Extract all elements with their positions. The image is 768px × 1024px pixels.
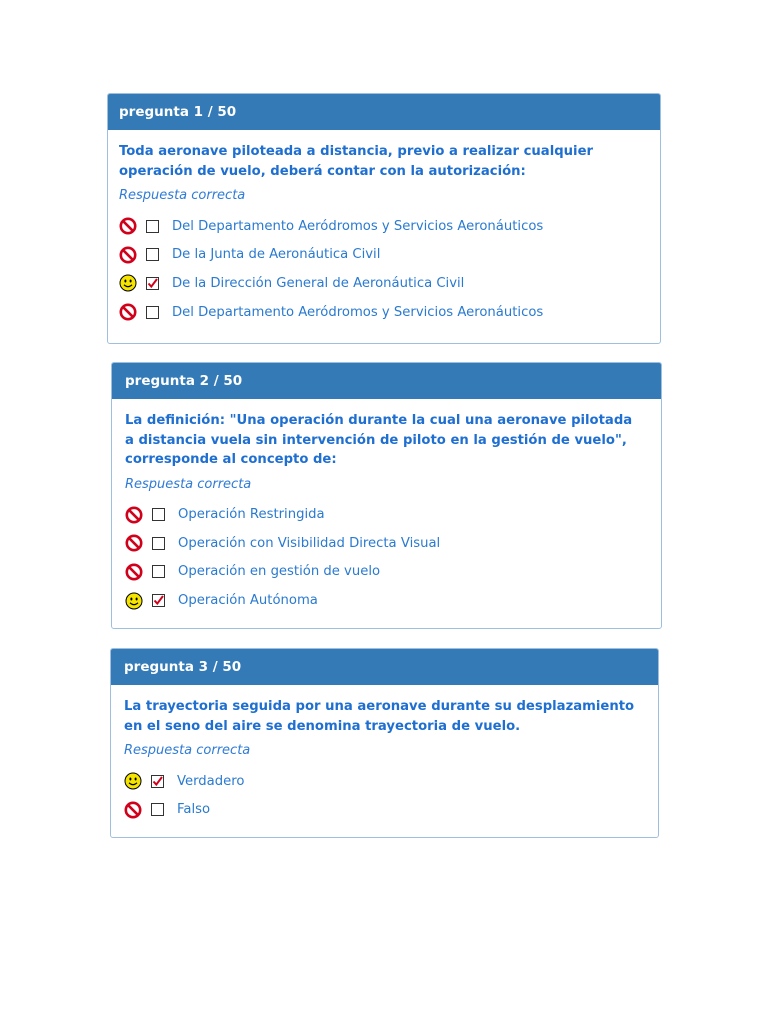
checkbox-checked [146,277,159,290]
correct-answer-label: Respuesta correcta [119,188,246,203]
question-body [112,399,661,625]
correct-answer-label: Respuesta correcta [124,743,251,758]
correct-answer-label: Respuesta correcta [125,476,252,492]
wrong-icon [119,217,137,235]
checkbox-unchecked [152,508,165,521]
option-text: Operación Autónoma [178,593,318,609]
smiley-icon [125,592,143,610]
option-text: Operación en gestión de vuelo [178,564,381,580]
option-text: Del Departamento Aeródromos y Servicios Aeronáuticos [172,218,544,234]
wrong-icon [119,246,137,264]
option-text: De la Dirección General de Aeronáutica Civil [172,275,465,291]
answer-option [125,558,650,587]
wrong-icon [125,563,143,581]
answer-option [124,796,647,825]
checkbox-checked [151,775,164,788]
checkbox-unchecked [146,306,159,319]
checkbox-unchecked [151,803,164,816]
question-card-2 [111,362,662,629]
question-card-1 [107,93,661,344]
answer-option [119,241,649,270]
question-header: pregunta 2 / 50 [112,363,661,399]
smiley-icon [124,772,142,790]
option-text: Operación Restringida [178,507,325,523]
question-card-3 [110,648,659,838]
answer-option [125,529,650,558]
smiley-icon [119,274,137,292]
option-text: Falso [177,802,211,818]
wrong-icon [125,534,143,552]
option-text: Operación con Visibilidad Directa Visual [178,535,441,551]
option-text: Del Departamento Aeródromos y Servicios Aeronáuticos [172,304,544,320]
question-text: La trayectoria seguida por una aeronave durante su desplazamiento en el seno del aire se denomina trayectoria de vuelo. [124,699,635,734]
wrong-icon [124,801,142,819]
answer-option [124,767,647,796]
answer-option [125,586,650,615]
answer-option [119,212,649,241]
checkbox-unchecked [146,220,159,233]
checkbox-unchecked [146,248,159,261]
answer-option [125,501,650,530]
question-body [108,130,660,336]
question-text: Toda aeronave piloteada a distancia, previo a realizar cualquier operación de vuelo, deberá contar con la autorización: [119,144,594,179]
wrong-icon [125,506,143,524]
option-text: De la Junta de Aeronáutica Civil [172,247,381,263]
question-text: La definición: "Una operación durante la cual una aeronave pilotada a distancia vuela sin intervención de piloto en la gestión de vuelo", corresponde al concepto de: [125,413,633,467]
wrong-icon [119,303,137,321]
answer-option [119,298,649,327]
question-body [111,685,658,834]
question-header: pregunta 1 / 50 [108,94,660,130]
question-header: pregunta 3 / 50 [111,649,658,685]
checkbox-unchecked [152,537,165,550]
answer-option [119,269,649,298]
checkbox-unchecked [152,565,165,578]
checkbox-checked [152,594,165,607]
option-text: Verdadero [177,773,245,789]
